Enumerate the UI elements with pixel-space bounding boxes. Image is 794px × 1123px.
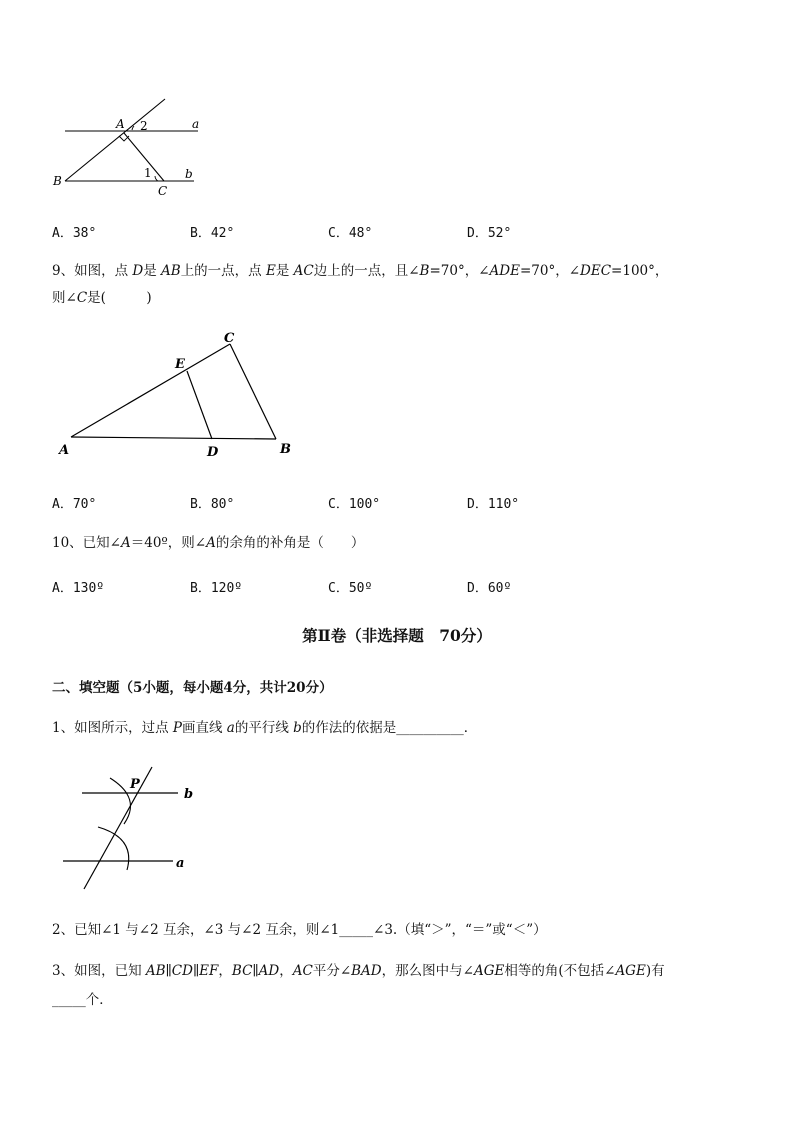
- fig9-label-A: A: [59, 443, 70, 458]
- q10-option-b[interactable]: B．120º: [190, 581, 243, 596]
- q10-option-a[interactable]: A．130º: [52, 581, 105, 596]
- q8-option-a[interactable]: A．38°: [52, 226, 97, 241]
- q8-option-b[interactable]: B．42°: [190, 226, 235, 241]
- fig8-label-C: C: [158, 184, 168, 198]
- q10-option-d[interactable]: D．60º: [467, 581, 512, 596]
- q9-option-d[interactable]: D．110°: [467, 497, 520, 512]
- fill-q1-stem: 1、如图所示，过点 P画直线 a的平行线 b的作法的依据是__________．: [52, 720, 478, 736]
- q9-option-b[interactable]: B．80°: [190, 497, 235, 512]
- q9-stem-line2: 则∠C是( ): [52, 290, 152, 306]
- fig8-label-1: 1: [144, 166, 152, 180]
- fill-q3-stem-line1: 3、如图，已知 AB∥CD∥EF，BC∥AD，AC平分∠BAD，那么图中与∠AGE相等的角(不包括∠AGE)有: [52, 963, 665, 979]
- figure-q8: [48, 92, 208, 202]
- fig8-label-A: A: [116, 117, 125, 131]
- fig9-label-D: D: [207, 445, 219, 460]
- fill-q1-label-a: a: [176, 856, 185, 871]
- figure-fill-q1: [58, 760, 208, 895]
- q9-stem-line1: 9、如图，点 D是 AB上的一点，点 E是 AC边上的一点，且∠B=70°，∠ADE=70°，∠DEC=100°，: [52, 263, 669, 279]
- section-title: 第Ⅱ卷（非选择题 70分）: [302, 626, 492, 645]
- fig8-label-2: 2: [140, 119, 148, 133]
- part2-heading: 二、填空题（5小题，每小题4分，共计20分）: [52, 680, 333, 696]
- fig9-label-C: C: [224, 331, 235, 346]
- fig8-label-b: b: [185, 167, 193, 181]
- fig9-label-B: B: [280, 442, 291, 457]
- q10-option-c[interactable]: C．50º: [328, 581, 373, 596]
- fill-q3-stem-line2: _____个．: [52, 992, 113, 1008]
- q10-stem: 10、已知∠A＝40º，则∠A的余角的补角是（ ）: [52, 535, 365, 551]
- q9-option-c[interactable]: C．100°: [328, 497, 381, 512]
- fill-q1-label-P: P: [130, 777, 140, 792]
- fill-q1-label-b: b: [184, 787, 194, 802]
- q8-option-d[interactable]: D．52°: [467, 226, 512, 241]
- q8-option-c[interactable]: C．48°: [328, 226, 373, 241]
- figure-q9: [54, 328, 304, 464]
- fill-q2-stem: 2、已知∠1 与∠2 互余，∠3 与∠2 互余，则∠1_____∠3.（填“＞”，“＝”或“＜”）: [52, 922, 547, 938]
- fig8-label-a: a: [192, 117, 200, 131]
- fig8-label-B: B: [53, 174, 62, 188]
- fig9-label-E: E: [175, 357, 185, 372]
- q9-option-a[interactable]: A．70°: [52, 497, 97, 512]
